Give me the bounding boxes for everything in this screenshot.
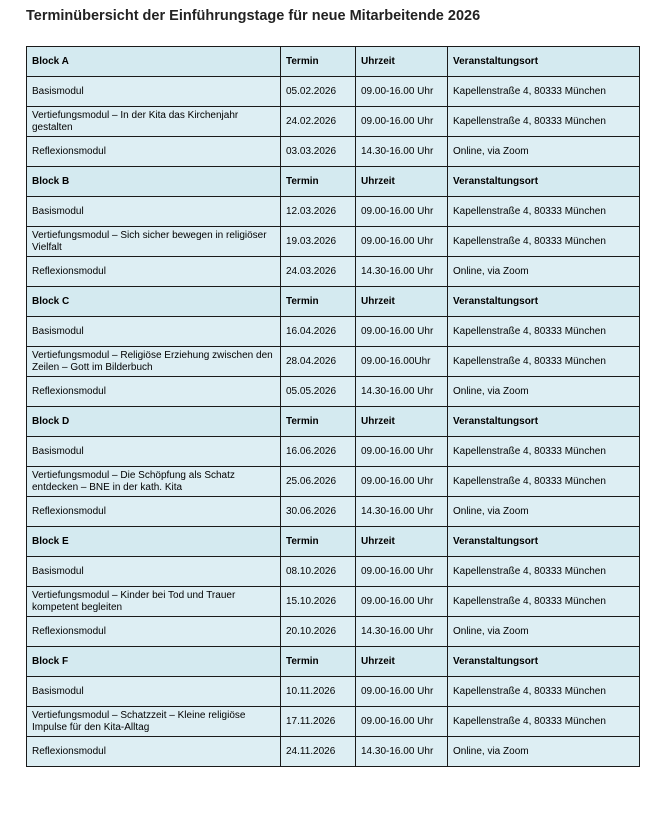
table-row [27, 137, 640, 167]
uhrzeit-cell: 14.30-16.00 Uhr [356, 497, 448, 527]
table-row [27, 437, 640, 467]
ort-cell: Kapellenstraße 4, 80333 München [448, 437, 640, 467]
ort-cell: Kapellenstraße 4, 80333 München [448, 467, 640, 497]
termin-cell: 24.11.2026 [281, 737, 356, 767]
table-row [27, 197, 640, 227]
modul-cell: Basismodul [27, 77, 281, 107]
table-row [27, 707, 640, 737]
termin-cell: 25.06.2026 [281, 467, 356, 497]
termin-cell: 28.04.2026 [281, 347, 356, 377]
table-row [27, 227, 640, 257]
column-header-termin: Termin [281, 647, 356, 677]
uhrzeit-cell: 09.00-16.00 Uhr [356, 467, 448, 497]
modul-cell: Vertiefungsmodul – Religiöse Erziehung zwischen den Zeilen – Gott im Bilderbuch [27, 347, 281, 377]
modul-cell: Vertiefungsmodul – Kinder bei Tod und Trauer kompetent begleiten [27, 587, 281, 617]
termin-cell: 08.10.2026 [281, 557, 356, 587]
ort-cell: Kapellenstraße 4, 80333 München [448, 107, 640, 137]
modul-cell: Reflexionsmodul [27, 257, 281, 287]
termin-cell: 15.10.2026 [281, 587, 356, 617]
schedule-table [26, 46, 640, 767]
termin-cell: 16.04.2026 [281, 317, 356, 347]
ort-cell: Kapellenstraße 4, 80333 München [448, 347, 640, 377]
termin-cell: 17.11.2026 [281, 707, 356, 737]
uhrzeit-cell: 09.00-16.00 Uhr [356, 587, 448, 617]
ort-cell: Online, via Zoom [448, 377, 640, 407]
block-name: Block D [27, 407, 281, 437]
uhrzeit-cell: 14.30-16.00 Uhr [356, 257, 448, 287]
block-header-row [27, 287, 640, 317]
table-row [27, 677, 640, 707]
column-header-uhrzeit: Uhrzeit [356, 647, 448, 677]
uhrzeit-cell: 09.00-16.00Uhr [356, 347, 448, 377]
block-name: Block B [27, 167, 281, 197]
modul-cell: Vertiefungsmodul – Die Schöpfung als Schatz entdecken – BNE in der kath. Kita [27, 467, 281, 497]
column-header-ort: Veranstaltungsort [448, 407, 640, 437]
modul-cell: Reflexionsmodul [27, 137, 281, 167]
table-row [27, 77, 640, 107]
uhrzeit-cell: 09.00-16.00 Uhr [356, 677, 448, 707]
uhrzeit-cell: 14.30-16.00 Uhr [356, 377, 448, 407]
uhrzeit-cell: 14.30-16.00 Uhr [356, 617, 448, 647]
table-row [27, 557, 640, 587]
termin-cell: 20.10.2026 [281, 617, 356, 647]
termin-cell: 05.02.2026 [281, 77, 356, 107]
ort-cell: Kapellenstraße 4, 80333 München [448, 557, 640, 587]
column-header-ort: Veranstaltungsort [448, 527, 640, 557]
column-header-uhrzeit: Uhrzeit [356, 527, 448, 557]
termin-cell: 16.06.2026 [281, 437, 356, 467]
column-header-termin: Termin [281, 407, 356, 437]
column-header-uhrzeit: Uhrzeit [356, 407, 448, 437]
ort-cell: Kapellenstraße 4, 80333 München [448, 197, 640, 227]
table-row [27, 257, 640, 287]
table-row [27, 107, 640, 137]
block-header-row [27, 167, 640, 197]
page-title: Terminübersicht der Einführungstage für neue Mitarbeitende 2026 [26, 8, 481, 24]
ort-cell: Online, via Zoom [448, 497, 640, 527]
table-row [27, 617, 640, 647]
ort-cell: Online, via Zoom [448, 737, 640, 767]
ort-cell: Kapellenstraße 4, 80333 München [448, 227, 640, 257]
uhrzeit-cell: 14.30-16.00 Uhr [356, 737, 448, 767]
column-header-uhrzeit: Uhrzeit [356, 287, 448, 317]
ort-cell: Kapellenstraße 4, 80333 München [448, 317, 640, 347]
uhrzeit-cell: 09.00-16.00 Uhr [356, 227, 448, 257]
column-header-ort: Veranstaltungsort [448, 167, 640, 197]
termin-cell: 24.03.2026 [281, 257, 356, 287]
modul-cell: Basismodul [27, 677, 281, 707]
column-header-termin: Termin [281, 527, 356, 557]
column-header-termin: Termin [281, 47, 356, 77]
column-header-uhrzeit: Uhrzeit [356, 47, 448, 77]
table-row [27, 377, 640, 407]
modul-cell: Basismodul [27, 317, 281, 347]
column-header-ort: Veranstaltungsort [448, 47, 640, 77]
modul-cell: Reflexionsmodul [27, 497, 281, 527]
uhrzeit-cell: 09.00-16.00 Uhr [356, 77, 448, 107]
uhrzeit-cell: 09.00-16.00 Uhr [356, 557, 448, 587]
column-header-termin: Termin [281, 167, 356, 197]
column-header-termin: Termin [281, 287, 356, 317]
block-header-row [27, 527, 640, 557]
block-name: Block F [27, 647, 281, 677]
termin-cell: 19.03.2026 [281, 227, 356, 257]
table-row [27, 737, 640, 767]
ort-cell: Kapellenstraße 4, 80333 München [448, 77, 640, 107]
block-header-row [27, 407, 640, 437]
table-row [27, 347, 640, 377]
modul-cell: Basismodul [27, 557, 281, 587]
uhrzeit-cell: 14.30-16.00 Uhr [356, 137, 448, 167]
ort-cell: Online, via Zoom [448, 137, 640, 167]
termin-cell: 24.02.2026 [281, 107, 356, 137]
ort-cell: Kapellenstraße 4, 80333 München [448, 587, 640, 617]
modul-cell: Reflexionsmodul [27, 617, 281, 647]
termin-cell: 12.03.2026 [281, 197, 356, 227]
column-header-ort: Veranstaltungsort [448, 287, 640, 317]
modul-cell: Reflexionsmodul [27, 377, 281, 407]
ort-cell: Kapellenstraße 4, 80333 München [448, 707, 640, 737]
uhrzeit-cell: 09.00-16.00 Uhr [356, 707, 448, 737]
block-header-row [27, 647, 640, 677]
termin-cell: 10.11.2026 [281, 677, 356, 707]
ort-cell: Kapellenstraße 4, 80333 München [448, 677, 640, 707]
block-name: Block C [27, 287, 281, 317]
ort-cell: Online, via Zoom [448, 257, 640, 287]
column-header-ort: Veranstaltungsort [448, 647, 640, 677]
block-name: Block E [27, 527, 281, 557]
ort-cell: Online, via Zoom [448, 617, 640, 647]
column-header-uhrzeit: Uhrzeit [356, 167, 448, 197]
modul-cell: Basismodul [27, 197, 281, 227]
table-row [27, 497, 640, 527]
table-row [27, 317, 640, 347]
modul-cell: Vertiefungsmodul – Sich sicher bewegen in religiöser Vielfalt [27, 227, 281, 257]
uhrzeit-cell: 09.00-16.00 Uhr [356, 107, 448, 137]
modul-cell: Vertiefungsmodul – Schatzzeit – Kleine religiöse Impulse für den Kita-Alltag [27, 707, 281, 737]
modul-cell: Reflexionsmodul [27, 737, 281, 767]
block-name: Block A [27, 47, 281, 77]
termin-cell: 30.06.2026 [281, 497, 356, 527]
termin-cell: 05.05.2026 [281, 377, 356, 407]
uhrzeit-cell: 09.00-16.00 Uhr [356, 437, 448, 467]
modul-cell: Vertiefungsmodul – In der Kita das Kirchenjahr gestalten [27, 107, 281, 137]
block-header-row [27, 47, 640, 77]
table-row [27, 467, 640, 497]
table-row [27, 587, 640, 617]
termin-cell: 03.03.2026 [281, 137, 356, 167]
uhrzeit-cell: 09.00-16.00 Uhr [356, 317, 448, 347]
modul-cell: Basismodul [27, 437, 281, 467]
uhrzeit-cell: 09.00-16.00 Uhr [356, 197, 448, 227]
